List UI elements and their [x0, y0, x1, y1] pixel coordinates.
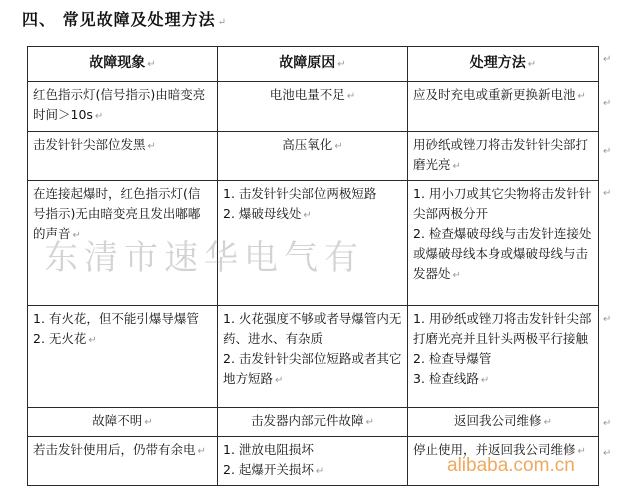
solution-cell: 用砂纸或锉刀将击发针针尖部打磨光亮 ↵	[408, 132, 599, 181]
row-end-mark-icon: ↵	[603, 54, 612, 65]
alibaba-watermark: alibaba.com.cn	[447, 455, 575, 476]
row-end-mark-icon: ↵	[603, 146, 612, 157]
cause-cell: 电池电量不足 ↵	[218, 82, 408, 132]
row-end-mark-icon: ↵	[603, 98, 612, 109]
symptom-cell: 在连接起爆时，红色指示灯(信号指示)无由暗变亮且发出嘟嘟的声音 ↵	[28, 181, 218, 306]
solution-cell: 1. 用砂纸或锉刀将击发针针尖部打磨光亮并且针头两极平行接触 2. 检查导爆管 3. 检查线路 ↵	[408, 306, 599, 408]
solution-cell: 应及时充电或重新更换新电池 ↵	[408, 82, 599, 132]
table-row	[28, 132, 599, 181]
fault-table	[27, 46, 599, 486]
cause-cell: 击发器内部元件故障 ↵	[218, 408, 408, 437]
symptom-cell: 红色指示灯(信号指示)由暗变亮时间＞10s ↵	[28, 82, 218, 132]
cause-cell: 高压氧化 ↵	[218, 132, 408, 181]
table-row	[28, 408, 599, 437]
symptom-cell: 1. 有火花，但不能引爆导爆管 2. 无火花 ↵	[28, 306, 218, 408]
section-heading	[22, 7, 227, 30]
solution-cell: 返回我公司维修 ↵	[408, 408, 599, 437]
company-watermark: 东清市速华电气有	[44, 238, 364, 278]
header-symptom: 故障现象 ↵	[28, 47, 218, 82]
paragraph-mark-icon: ↵	[217, 17, 227, 28]
cause-cell: 1. 火花强度不够或者导爆管内无药、进水、有杂质 2. 击发针针尖部位短路或者其它地方短路 ↵	[218, 306, 408, 408]
table-row	[28, 181, 599, 306]
table-row	[28, 437, 599, 486]
row-end-mark-icon: ↵	[603, 314, 612, 325]
row-end-mark-icon: ↵	[603, 418, 612, 429]
solution-cell: 停止使用，并返回我公司维修 ↵	[408, 437, 599, 486]
symptom-cell: 击发针针尖部位发黑 ↵	[28, 132, 218, 181]
header-solution: 处理方法 ↵	[408, 47, 599, 82]
table-row	[28, 306, 599, 408]
table-row	[28, 82, 599, 132]
row-end-mark-icon: ↵	[603, 188, 612, 199]
solution-cell: 1. 用小刀或其它尖物将击发针针尖部两极分开 2. 检查爆破母线与击发针连接处或爆破母线本身或爆破母线与击发器处 ↵	[408, 181, 599, 306]
section-heading-text: 四、 常见故障及处理方法	[22, 10, 216, 29]
symptom-cell: 故障不明 ↵	[28, 408, 218, 437]
row-end-mark-icon: ↵	[603, 448, 612, 459]
table-header-row	[28, 47, 599, 82]
header-cause: 故障原因 ↵	[218, 47, 408, 82]
cause-cell: 1. 泄放电阻损坏 2. 起爆开关损坏 ↵	[218, 437, 408, 486]
symptom-cell: 若击发针使用后，仍带有余电 ↵	[28, 437, 218, 486]
cause-cell: 1. 击发针针尖部位两极短路 2. 爆破母线处 ↵	[218, 181, 408, 306]
